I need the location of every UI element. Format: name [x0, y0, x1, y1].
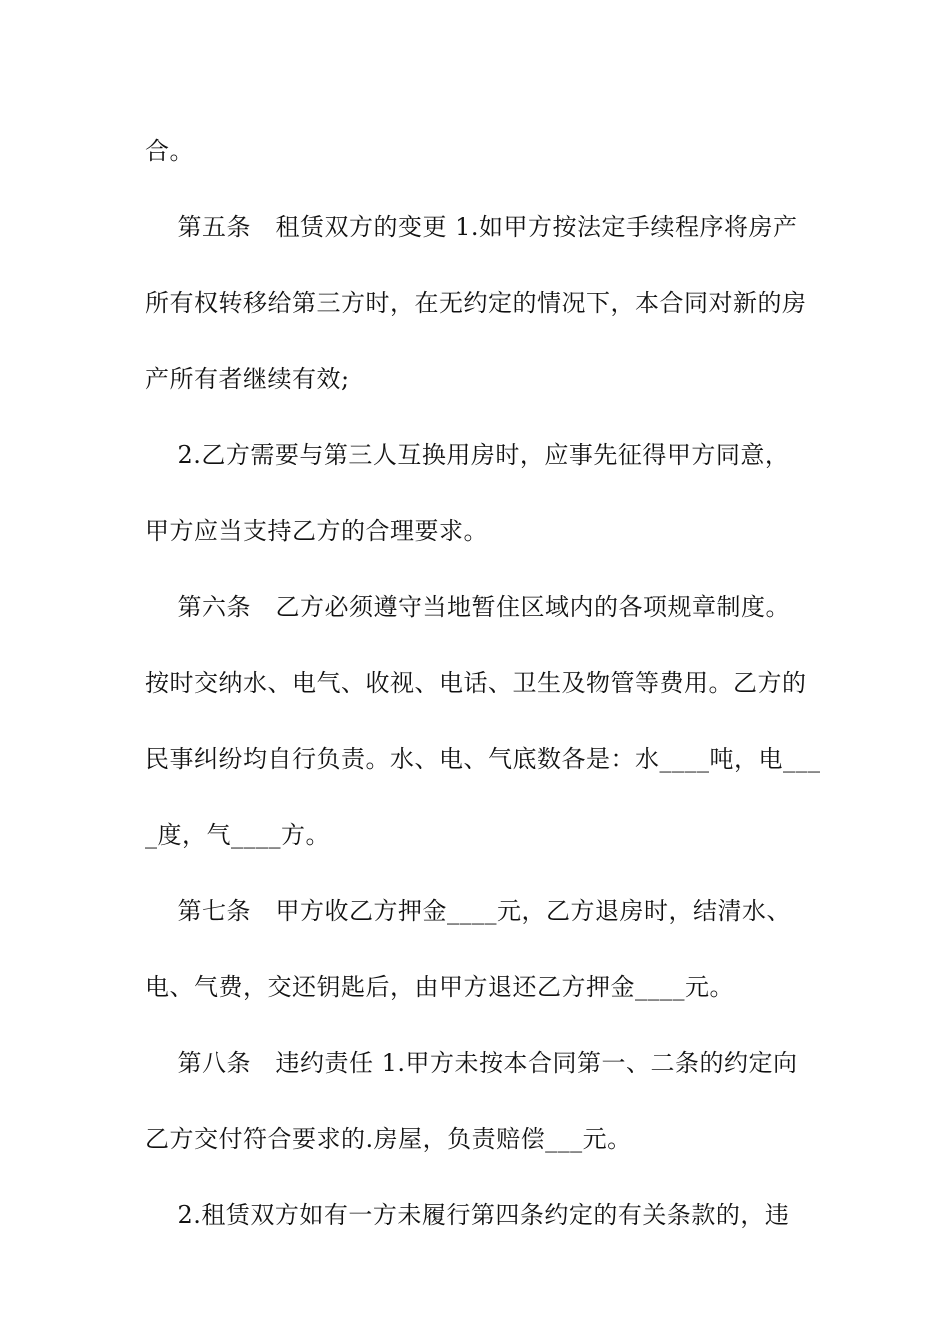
text-line: 2.乙方需要与第三人互换用房时，应事先征得甲方同意， — [145, 441, 790, 469]
text-line: 2.租赁双方如有一方未履行第四条约定的有关条款的，违 — [145, 1201, 790, 1229]
text-line: 所有权转移给第三方时，在无约定的情况下，本合同对新的房 — [145, 289, 807, 317]
text-line: 第七条 甲方收乙方押金____元，乙方退房时，结清水、 — [145, 897, 792, 925]
text-line: 产所有者继续有效; — [145, 365, 350, 393]
text-line: 乙方交付符合要求的.房屋，负责赔偿___元。 — [145, 1125, 632, 1153]
text-line: 第八条 违约责任 1.甲方未按本合同第一、二条的约定向 — [145, 1049, 798, 1077]
text-line: 合。 — [145, 137, 194, 165]
text-line: 第六条 乙方必须遵守当地暂住区域内的各项规章制度。 — [145, 593, 791, 621]
text-line: 按时交纳水、电气、收视、电话、卫生及物管等费用。乙方的 — [145, 669, 807, 697]
text-line: _度，气____方。 — [145, 821, 330, 849]
text-line: 民事纠纷均自行负责。水、电、气底数各是：水____吨，电___ — [145, 745, 821, 773]
text-line: 电、气费，交还钥匙后，由甲方退还乙方押金____元。 — [145, 973, 734, 1001]
text-line: 第五条 租赁双方的变更 1.如甲方按法定手续程序将房产 — [145, 213, 798, 241]
text-line: 甲方应当支持乙方的合理要求。 — [145, 517, 488, 545]
